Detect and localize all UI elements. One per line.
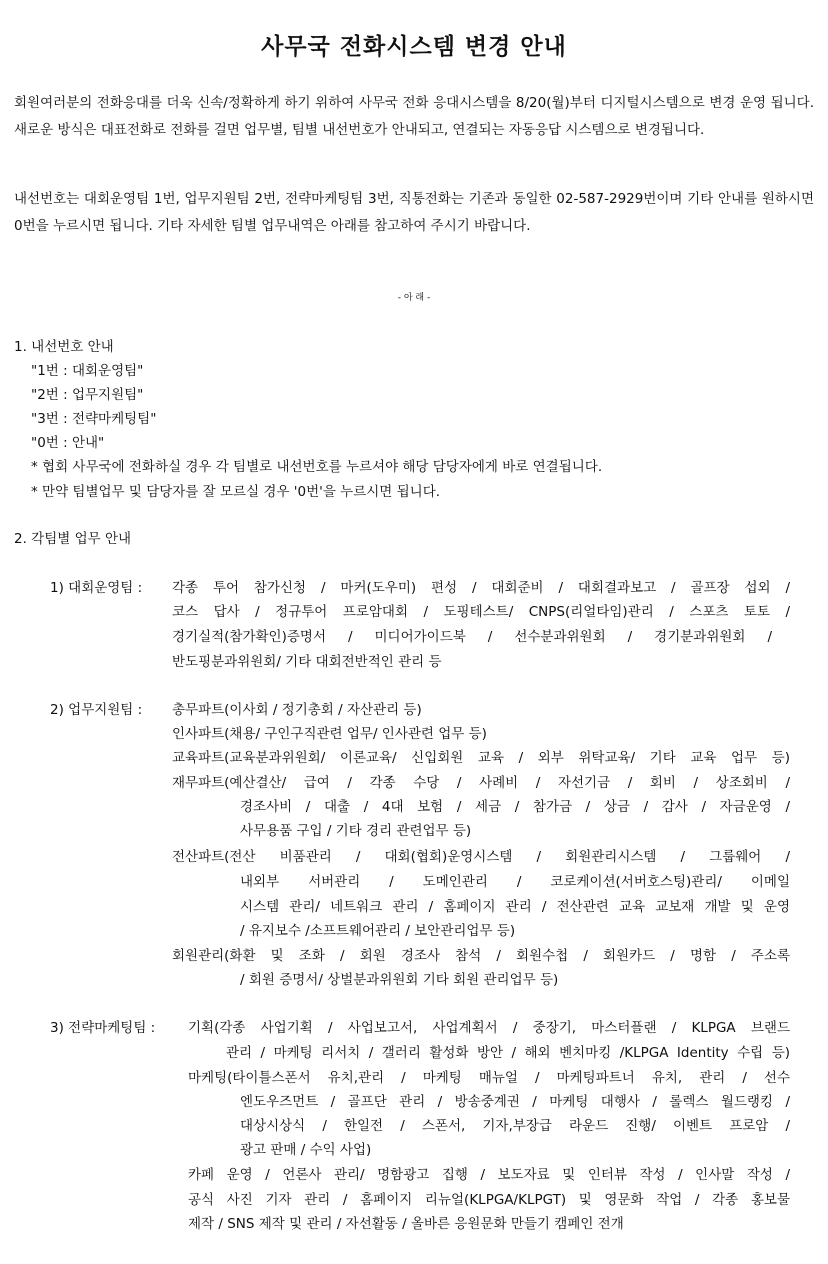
team2-duty-line: 재무파트(예산결산/ 급여 / 각종 수당 / 사례비 / 자선기금 / 회비 / 상조회비 / [172, 775, 790, 791]
team2-duty-line: 교육파트(교육분과위원회/ 이론교육/ 신입회원 교육 / 외부 위탁교육/ 기타 교육 업무 등) [172, 750, 790, 766]
team3-duty-line: 엔도우즈먼트 / 골프단 관리 / 방송중계권 / 마케팅 대행사 / 롤렉스 월드랭킹 / [240, 1094, 790, 1110]
team2-duty-line: 사무용품 구입 / 기타 경리 관련업무 등) [240, 823, 472, 839]
team2-label: 2) 업무지원팀 : [50, 702, 143, 718]
section2-heading: 2. 각팀별 업무 안내 [14, 531, 132, 547]
team2-duty-line: 내외부 서버관리 / 도메인관리 / 코로케이션(서버호스팅)관리/ 이메일 [240, 874, 790, 890]
team2-duty-line: 총무파트(이사회 / 정기총회 / 자산관리 등) [172, 702, 422, 718]
team1-duty-line: 경기실적(참가확인)증명서 / 미디어가이드북 / 선수분과위원회 / 경기분과위원회 / [172, 629, 772, 645]
team1-label: 1) 대회운영팀 : [50, 580, 143, 596]
divider-label: - 아 래 - [397, 293, 431, 303]
extension-note: * 협회 사무국에 전화하실 경우 각 팀별로 내선번호를 누르셔야 해당 담당자에게 바로 연결됩니다. [31, 459, 603, 475]
team3-duty-line: 마케팅(타이틀스폰서 유치,관리 / 마케팅 매뉴얼 / 마케팅파트너 유치, 관리 / 선수 [188, 1070, 790, 1086]
page-title: 사무국 전화시스템 변경 안내 [261, 34, 567, 60]
team3-duty-line: 기획(각종 사업기획 / 사업보고서, 사업계획서 / 중장기, 마스터플랜 / KLPGA 브랜드 [188, 1020, 790, 1036]
extension-item: "2번 : 업무지원팀" [31, 387, 144, 403]
extension-item: "1번 : 대회운영팀" [31, 363, 144, 379]
extension-item: "3번 : 전략마케팅팀" [31, 411, 157, 427]
team3-duty-line: 카페 운영 / 언론사 관리/ 명함광고 집행 / 보도자료 및 인터뷰 작성 / 인사말 작성 / [188, 1167, 790, 1183]
team2-duty-line: 전산파트(전산 비품관리 / 대회(협회)운영시스템 / 회원관리시스템 / 그룹웨어 / [172, 849, 790, 865]
team2-duty-line: 인사파트(채용/ 구인구직관련 업무/ 인사관련 업무 등) [172, 726, 487, 742]
team2-duty-line: 시스템 관리/ 네트워크 관리 / 홈페이지 관리 / 전산관련 교육 교보재 개발 및 운영 [240, 899, 790, 915]
team1-duty-line: 각종 투어 참가신청 / 마커(도우미) 편성 / 대회준비 / 대회결과보고 / 골프장 섭외 / [172, 580, 790, 596]
team3-label: 3) 전략마케팅팀 : [50, 1020, 156, 1036]
team2-duty-line: / 회원 증명서/ 상벌분과위원회 기타 회원 관리업무 등) [240, 972, 559, 988]
team1-duty-line: 코스 답사 / 정규투어 프로암대회 / 도핑테스트/ CNPS(리얼타임)관리 / 스포츠 토토 / [172, 604, 790, 620]
extension-note: * 만약 팀별업무 및 담당자를 잘 모르실 경우 '0번'을 누르시면 됩니다. [31, 484, 441, 500]
team2-duty-line: / 유지보수 /소프트웨어관리 / 보안관리업무 등) [240, 923, 516, 939]
extension-item: "0번 : 안내" [31, 435, 105, 451]
intro-paragraph-1: 회원여러분의 전화응대를 더욱 신속/정확하게 하기 위하여 사무국 전화 응대시스템을 8/20(월)부터 디지털시스템으로 변경 운영 됩니다. 새로운 방식은 대표전화로 전화를 걸면 업무별, 팀별 내선번호가 안내되고, 연결되는 자동응답 시스템으로 변경됩니다. [14, 95, 814, 138]
team2-duty-line: 회원관리(화환 및 조화 / 회원 경조사 참석 / 회원수첩 / 회원카드 / 명함 / 주소록 [172, 948, 790, 964]
section1-heading: 1. 내선번호 안내 [14, 339, 114, 355]
team3-duty-line: 공식 사진 기자 관리 / 홈페이지 리뉴얼(KLPGA/KLPGT) 및 영문화 작업 / 각종 홍보물 [188, 1192, 790, 1208]
team2-duty-line: 경조사비 / 대출 / 4대 보험 / 세금 / 참가금 / 상금 / 감사 / 자금운영 / [240, 799, 790, 815]
team3-duty-line: 제작 / SNS 제작 및 관리 / 자선활동 / 올바른 응원문화 만들기 캠페인 전개 [188, 1216, 624, 1232]
team1-duty-line: 반도핑분과위원회/ 기타 대회전반적인 관리 등 [172, 654, 442, 670]
team3-duty-line: 광고 판매 / 수익 사업) [240, 1142, 372, 1158]
team3-duty-line: 대상시상식 / 한일전 / 스폰서, 기자,부장급 라운드 진행/ 이벤트 프로암 / [240, 1118, 790, 1134]
intro-paragraph-2: 내선번호는 대회운영팀 1번, 업무지원팀 2번, 전략마케팅팀 3번, 직통전화는 기존과 동일한 02-587-2929번이며 기타 안내를 원하시면 0번을 누르시면 됩니다. 기타 자세한 팀별 업무내역은 아래를 참고하여 주시기 바랍니다. [14, 191, 814, 234]
team3-duty-line: 관리 / 마케팅 리서치 / 갤러리 활성화 방안 / 해외 벤치마킹 /KLPGA Identity 수립 등) [226, 1045, 790, 1061]
